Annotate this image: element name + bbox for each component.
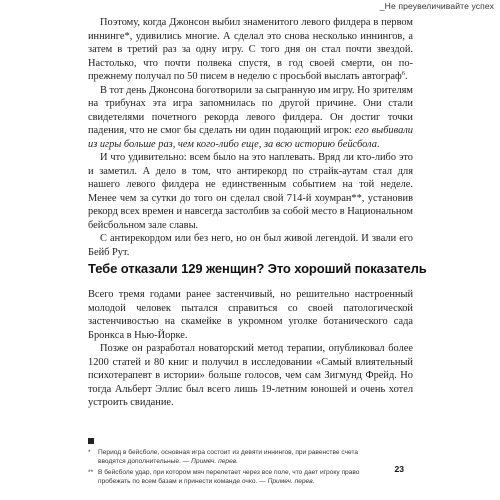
paragraph: Позже он разработал новаторский метод терапии, опубликовал более 1200 статей и 80 книг и получил в исследовании «Самый влиятельный психотерапевт в истории» больше голосов, чем сам Зигмунд Фрейд. Но тогда Альберт Эллис был всего лишь 19-летним юношей и очень хотел устроить свидание.: [88, 343, 413, 408]
footnotes: [88, 448, 368, 488]
footnote: * Период в бейсболе, основная игра состоит из девяти иннингов, при равенстве счета вводятся дополнительные. — Примеч. перев.: [88, 449, 359, 465]
paragraph: В тот день Джонсона боготворили за сыгранную им игру. Но зрителям на трибунах эта игра запомнилась по другой причине. Они стали свидетелями почетного рекорда левого филдера. Он достиг точки падения, что не смог бы сделать ни один подающий игрок: его выбивали из игры больше раз, чем кого-либо еще, за всю историю бейсбола.: [88, 84, 413, 150]
paragraph: Всего тремя годами ранее застенчивый, но решительно настроенный молодой человек пытался справиться со своей патологической застенчивостью на скамейке в укромном уголке ботанического сада Бронкса в Нью-Йорке.: [88, 289, 413, 341]
text-block-1: [88, 16, 413, 259]
page-number: 23: [394, 464, 404, 474]
footnote-marker: *: [124, 30, 130, 42]
footnote-mark: *: [88, 449, 91, 456]
footnote-separator: [88, 438, 94, 444]
paragraph: И что удивительно: всем было на это наплевать. Вряд ли кто-либо это и заметил. А дело в том, что антирекорд по страйк-аутам стал для нашего левого филдера не единственным событием на той неделе. Менее чем за сутки до того он сделал свой 714-й хоумран**, установив рекорд всех времен и навсегда застолбив за собой место в Национальном бейсбольном зале славы.: [88, 152, 414, 231]
endnote-ref: 6: [401, 70, 405, 77]
paragraph: С антирекордом или без него, но он был живой легендой. И звали его Бейб Рут.: [88, 233, 413, 258]
footnote-credit: Примеч. перев.: [267, 478, 315, 485]
running-header: _Не преувеличивайте успех: [379, 1, 494, 11]
emphasis: его выбивали из игры больше раз, чем кого-либо еще, за всю историю бейсбола: [88, 125, 413, 150]
footnote-mark: **: [88, 469, 94, 476]
footnote-credit: Примеч. перев.: [191, 458, 239, 465]
paragraph: Поэтому, когда Джонсон выбил знаменитого левого филдера в первом иннинге*, удивились многие. А сделал это снова несколько иннингов, а затем в третий раз за одну игру. С того дня он стал почти звездой. Настолько, что почти полвека спустя, в год своей смерти, он по-прежнему получал по 50 писем в неделю с просьбой выслать автограф$^6$.: [88, 17, 413, 82]
section-heading: Тебе отказали 129 женщин? Это хороший показатель: [88, 261, 427, 276]
text-block-2: [88, 288, 413, 410]
footnote-marker: **: [351, 192, 362, 204]
footnote: ** В бейсболе удар, при котором мяч перелетает через все поле, что дает игроку право пробежать по всем базам и принести команде очко. — Примеч. перев.: [88, 469, 360, 485]
